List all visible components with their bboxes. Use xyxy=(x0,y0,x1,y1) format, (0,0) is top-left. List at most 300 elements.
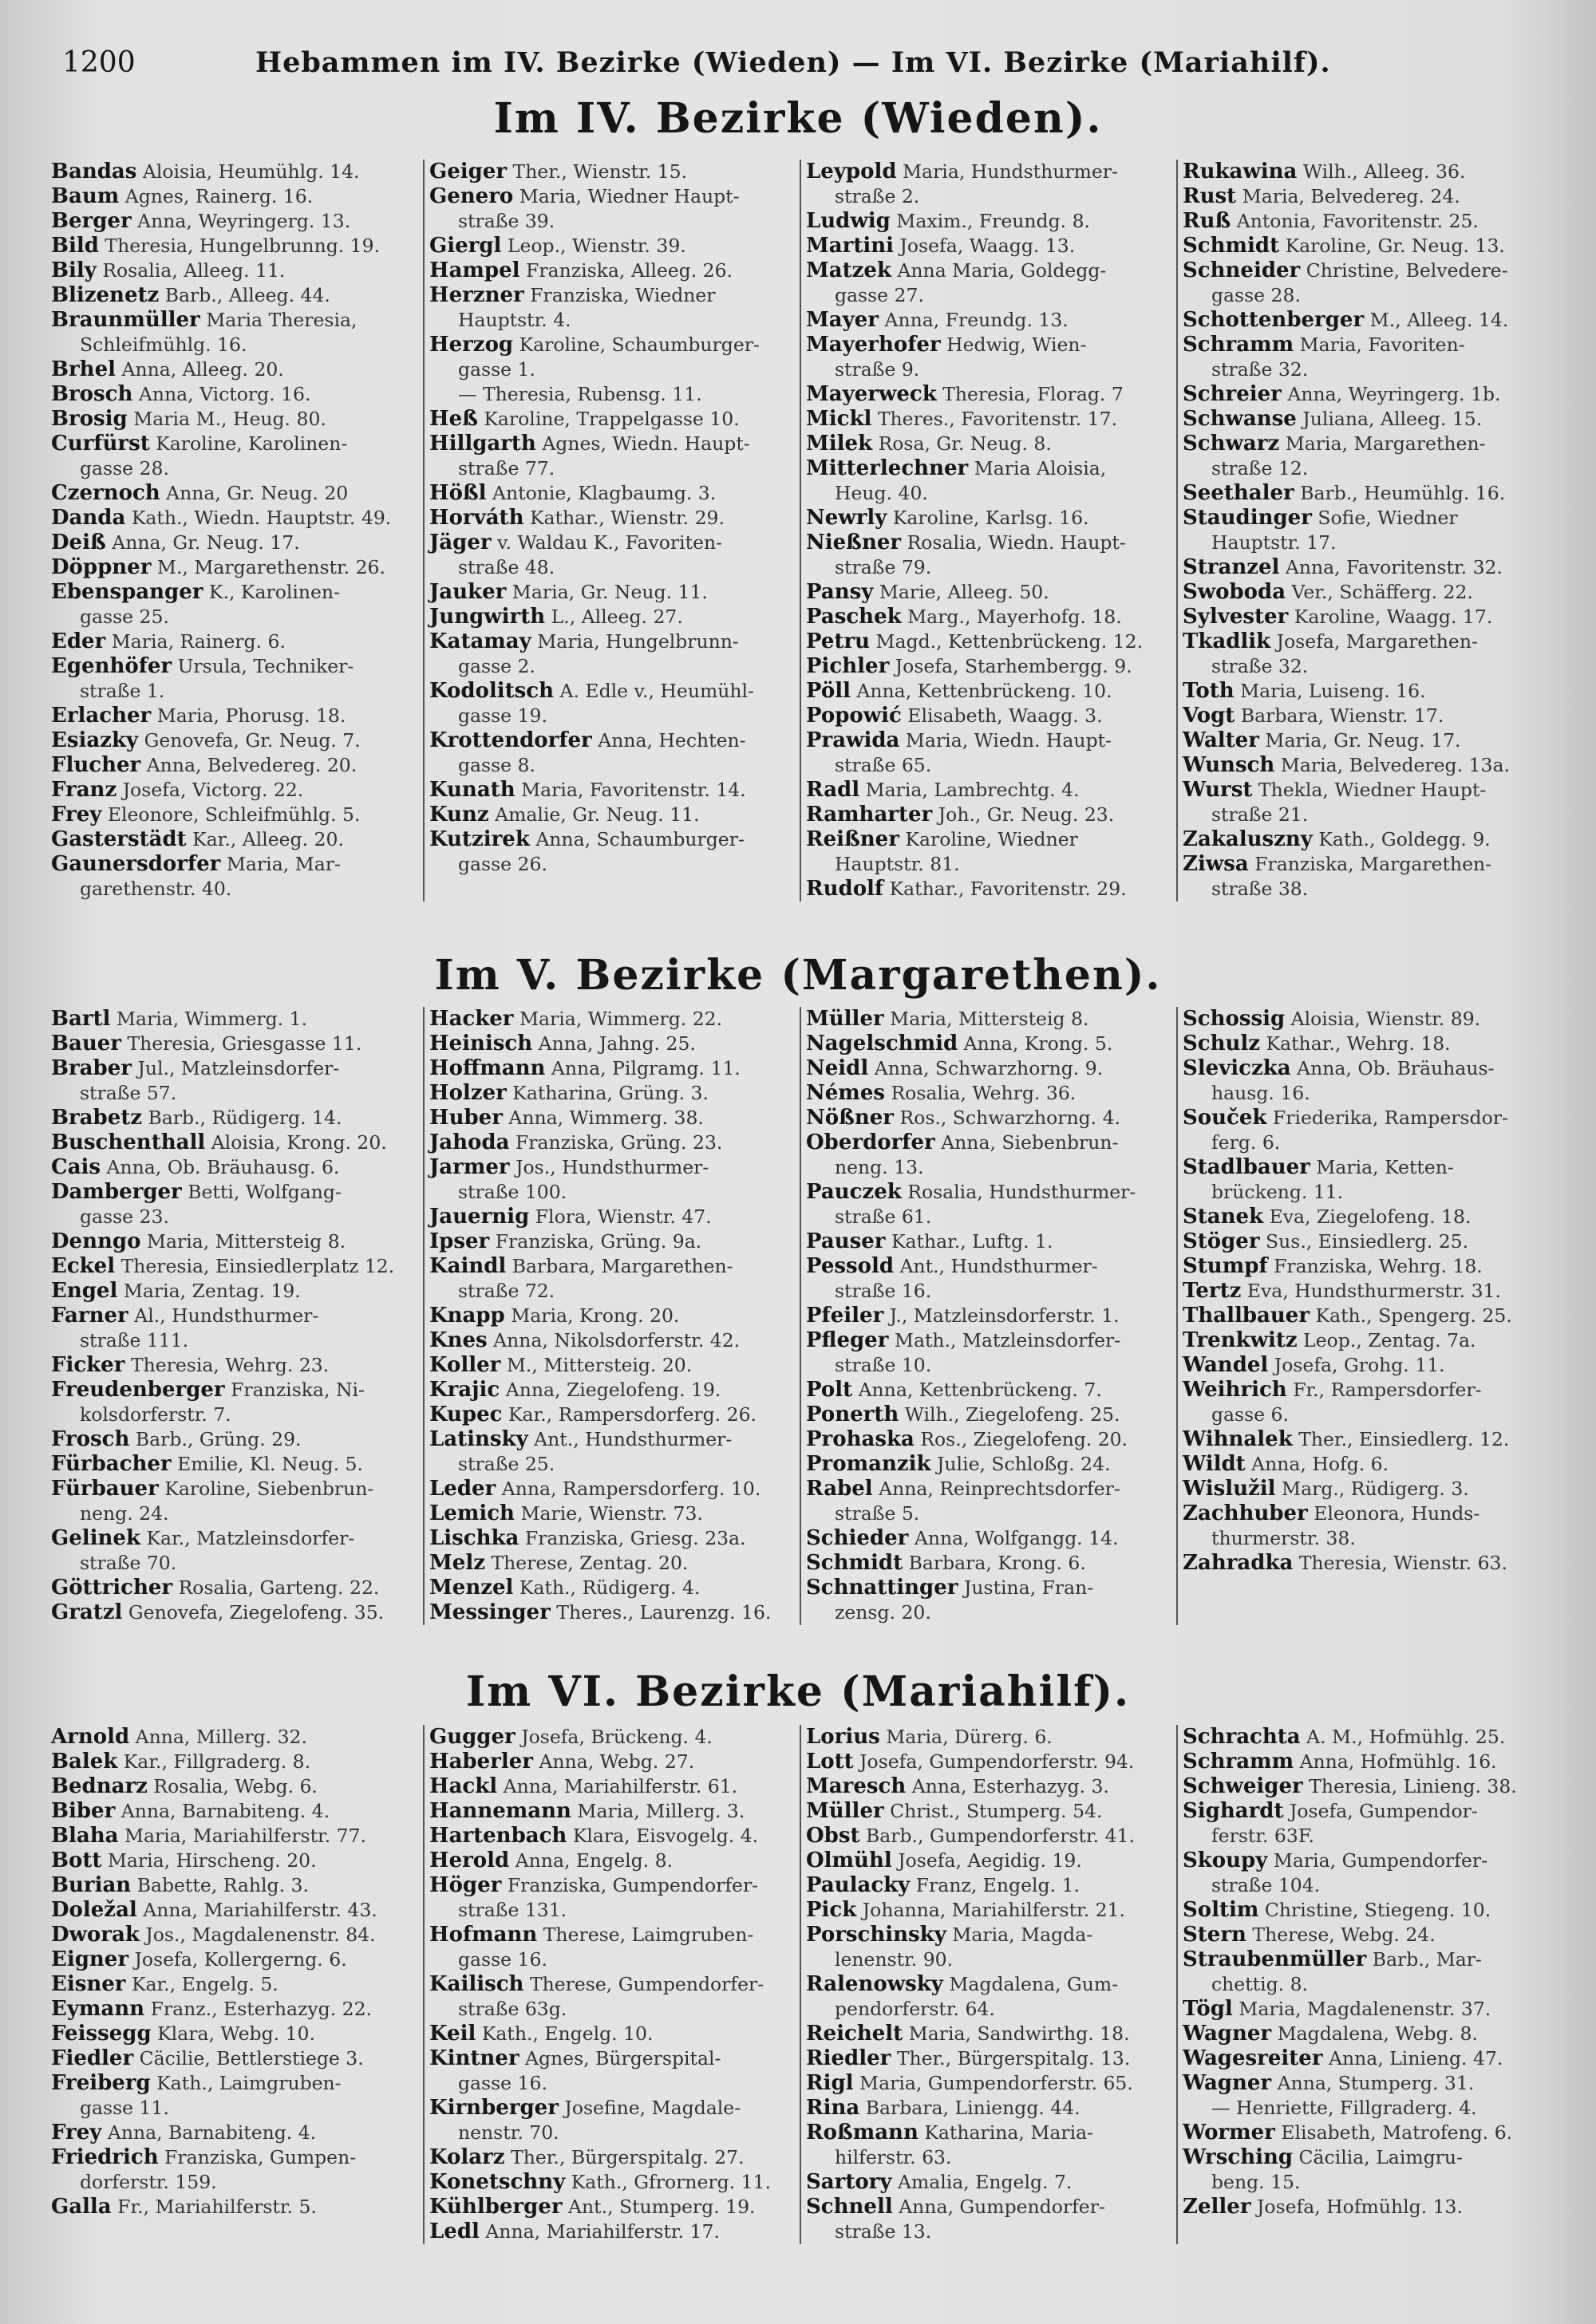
entry xyxy=(51,1600,418,1625)
entry-detail: Josefa, Gumpendor- xyxy=(1289,1800,1478,1822)
entry-detail: Maria, Rainerg. 6. xyxy=(111,630,286,653)
entry xyxy=(1183,1032,1548,1056)
midwife-name: Engel xyxy=(51,1279,118,1303)
entry-detail: straße 61. xyxy=(835,1205,932,1228)
midwife-name: Galla xyxy=(51,2195,112,2219)
entry xyxy=(51,1824,418,1849)
entry xyxy=(806,1501,1171,1526)
midwife-name: Soltim xyxy=(1183,1898,1259,1922)
entry-detail: Maria, Millerg. 3. xyxy=(577,1800,745,1822)
entry xyxy=(429,679,795,704)
midwife-name: Pessold xyxy=(806,1254,895,1278)
entry-detail: Maria Aloisia, xyxy=(974,457,1107,479)
entry xyxy=(1183,283,1548,308)
entry-detail: Theresia, Griesgasse 11. xyxy=(127,1032,362,1055)
entry xyxy=(806,1898,1171,1923)
midwife-name: Skoupy xyxy=(1183,1849,1268,1872)
midwife-name: Thallbauer xyxy=(1183,1304,1310,1328)
entry xyxy=(806,1180,1171,1205)
entry-detail: straße 48. xyxy=(458,556,555,578)
entry xyxy=(806,728,1171,753)
entry-detail: Amalia, Engelg. 7. xyxy=(897,2171,1073,2193)
midwife-name: Ramharter xyxy=(806,803,933,827)
entry xyxy=(51,1799,418,1824)
midwife-name: Doležal xyxy=(51,1898,137,1922)
entry xyxy=(429,654,795,679)
midwife-name: Kühlberger xyxy=(429,2195,563,2219)
midwife-name: Leypold xyxy=(806,160,897,183)
midwife-name: Polt xyxy=(806,1378,853,1402)
entry xyxy=(1183,456,1548,481)
entry-detail: straße 131. xyxy=(458,1899,567,1921)
midwife-name: Paschek xyxy=(806,605,902,629)
entry xyxy=(429,778,795,803)
entry xyxy=(51,1898,418,1923)
entry xyxy=(1183,1774,1548,1799)
entry-detail: Maria, Belvedereg. 13a. xyxy=(1280,754,1510,776)
entry-detail: Eleonora, Hunds- xyxy=(1314,1502,1480,1525)
entry-detail: Barbara, Margarethen- xyxy=(512,1255,733,1277)
entry xyxy=(806,407,1171,432)
entry xyxy=(1183,1130,1548,1155)
entry xyxy=(429,456,795,481)
entry xyxy=(806,1304,1171,1328)
entry xyxy=(1183,382,1548,407)
midwife-name: Stöger xyxy=(1183,1229,1260,1253)
entry-detail: Anna, Pilgramg. 11. xyxy=(551,1057,741,1079)
entry-detail: Anna, Esterhazyg. 3. xyxy=(911,1775,1109,1797)
entry-detail: Magdalena, Webg. 8. xyxy=(1277,2022,1478,2045)
entry-detail: Ant., Hundsthurmer- xyxy=(534,1428,733,1450)
midwife-name: Straubenmüller xyxy=(1183,1947,1367,1971)
entry xyxy=(1183,1873,1548,1898)
midwife-name: Brosig xyxy=(51,407,128,431)
midwife-name: Rabel xyxy=(806,1477,873,1501)
entry xyxy=(51,1526,418,1551)
entry xyxy=(806,258,1171,283)
entry xyxy=(51,1725,418,1750)
midwife-name: Mayerweck xyxy=(806,382,937,406)
midwife-name: Deiß xyxy=(51,531,106,554)
midwife-name: Tögl xyxy=(1183,1997,1233,2021)
entry xyxy=(806,1106,1171,1130)
midwife-name: Höger xyxy=(429,1873,502,1897)
entry-detail: Kar., Alleeg. 20. xyxy=(192,828,344,850)
entry xyxy=(806,2145,1171,2170)
entry xyxy=(429,827,795,852)
entry xyxy=(1183,531,1548,555)
midwife-name: Schottenberger xyxy=(1183,308,1365,332)
entry-detail: Rosa, Gr. Neug. 8. xyxy=(878,432,1052,455)
midwife-name: Hößl xyxy=(429,481,487,505)
midwife-name: Schneider xyxy=(1183,258,1301,282)
midwife-name: Souček xyxy=(1183,1106,1267,1130)
entry xyxy=(429,481,795,506)
entry-detail: gasse 26. xyxy=(458,853,547,875)
midwife-name: Wagner xyxy=(1183,2022,1272,2046)
entry xyxy=(429,1576,795,1600)
midwife-name: Neidl xyxy=(806,1056,869,1080)
entry xyxy=(1183,1551,1548,1576)
entry-detail: Barb., Gumpendorferstr. 41. xyxy=(865,1825,1135,1847)
midwife-name: Latinsky xyxy=(429,1427,528,1451)
entry-detail: Agnes, Rainerg. 16. xyxy=(124,185,314,207)
entry xyxy=(1183,1106,1548,1130)
entry xyxy=(429,506,795,531)
midwife-name: Schnell xyxy=(806,2195,893,2219)
entry xyxy=(806,1799,1171,1824)
entry xyxy=(806,209,1171,234)
entry-detail: Anna, Ziegelofeng. 19. xyxy=(505,1379,721,1401)
entry-detail: Josefa, Starhembergg. 9. xyxy=(895,655,1132,677)
entry xyxy=(806,1155,1171,1180)
entry xyxy=(806,2071,1171,2096)
entry-detail: Jos., Magdalenenstr. 84. xyxy=(145,1924,376,1946)
entry xyxy=(51,506,418,531)
midwife-name: Jauernig xyxy=(429,1205,530,1229)
midwife-name: Olmühl xyxy=(806,1849,892,1872)
midwife-name: Eder xyxy=(51,629,106,653)
midwife-name: Eigner xyxy=(51,1947,129,1971)
midwife-name: Schnattinger xyxy=(806,1576,958,1600)
entry-detail: Anna Maria, Goldegg- xyxy=(897,259,1107,282)
entry-detail: Aloisia, Krong. 20. xyxy=(211,1131,387,1154)
entry-detail: Theres., Laurenzg. 16. xyxy=(556,1601,772,1624)
midwife-name: Ponerth xyxy=(806,1403,899,1426)
entry-detail: Barbara, Wienstr. 17. xyxy=(1240,704,1444,727)
entry xyxy=(806,1725,1171,1750)
entry xyxy=(51,1328,418,1353)
entry xyxy=(429,1947,795,1972)
entry-detail: Theres., Favoritenstr. 17. xyxy=(877,408,1118,430)
entry xyxy=(1183,1427,1548,1452)
section-margarethen xyxy=(46,1007,1555,1625)
entry xyxy=(1183,1898,1548,1923)
midwife-name: Müller xyxy=(806,1007,884,1031)
entry xyxy=(51,2046,418,2071)
midwife-name: Franz xyxy=(51,778,117,802)
entry-detail: Ther., Einsiedlerg. 12. xyxy=(1298,1428,1510,1450)
entry xyxy=(806,654,1171,679)
entry-detail: Wilh., Ziegelofeng. 25. xyxy=(904,1403,1120,1426)
entry xyxy=(806,1477,1171,1501)
entry xyxy=(1183,1081,1548,1106)
entry xyxy=(51,1750,418,1774)
entry xyxy=(806,1007,1171,1032)
entry-detail: Franziska, Wiedner xyxy=(530,284,716,306)
entry xyxy=(1183,1501,1548,1526)
entry-detail: straße 38. xyxy=(1211,878,1309,900)
entry-detail: straße 32. xyxy=(1211,358,1309,381)
entry-detail: straße 79. xyxy=(835,556,932,578)
entry-detail: Schleifmühlg. 16. xyxy=(80,333,247,356)
entry-detail: dorferstr. 159. xyxy=(80,2171,217,2193)
midwife-name: Jauker xyxy=(429,580,507,604)
entry xyxy=(51,1378,418,1403)
entry-detail: Anna, Favoritenstr. 32. xyxy=(1285,556,1503,578)
page-number: 1200 xyxy=(62,46,136,79)
entry xyxy=(51,827,418,852)
entry-detail: Joh., Gr. Neug. 23. xyxy=(938,803,1115,826)
entry xyxy=(806,184,1171,209)
entry xyxy=(51,1205,418,1229)
entry xyxy=(806,2096,1171,2121)
midwife-name: Schramm xyxy=(1183,333,1294,357)
entry-detail: Christine, Stiegeng. 10. xyxy=(1264,1899,1491,1921)
entry-detail: gasse 11. xyxy=(80,2097,169,2119)
entry xyxy=(429,1873,795,1898)
midwife-name: Herold xyxy=(429,1849,510,1872)
entry xyxy=(429,1032,795,1056)
entry xyxy=(51,1923,418,1947)
midwife-name: Knapp xyxy=(429,1304,505,1328)
entry-detail: Katharina, Grüng. 3. xyxy=(512,1082,709,1104)
entry-detail: Josefine, Magdale- xyxy=(564,2097,741,2119)
entry-detail: Rosalia, Wiedn. Haupt- xyxy=(907,531,1126,554)
entry xyxy=(1183,1254,1548,1279)
midwife-name: Seethaler xyxy=(1183,481,1294,505)
entry-detail: Theresia, Florag. 7 xyxy=(942,383,1124,405)
midwife-name: Biber xyxy=(51,1799,116,1823)
midwife-name: Bily xyxy=(51,258,97,282)
entry xyxy=(806,481,1171,506)
midwife-name: Stranzel xyxy=(1183,555,1280,579)
midwife-name: Curfürst xyxy=(51,432,150,456)
entry-detail: Jul., Matzleinsdorfer- xyxy=(137,1057,340,1079)
midwife-name: Tertz xyxy=(1183,1279,1242,1303)
entry-detail: Anna, Freundg. 13. xyxy=(884,309,1069,331)
entry-detail: Antonia, Favoritenstr. 25. xyxy=(1236,210,1479,232)
entry xyxy=(1183,753,1548,778)
entry xyxy=(1183,160,1548,184)
midwife-name: Krajic xyxy=(429,1378,500,1402)
midwife-name: Eisner xyxy=(51,1972,126,1996)
midwife-name: Dworak xyxy=(51,1923,140,1947)
entry xyxy=(429,209,795,234)
midwife-name: Kaindl xyxy=(429,1254,507,1278)
entry-detail: Anna, Millerg. 32. xyxy=(135,1726,307,1748)
entry-detail: Ant., Hundsthurmer- xyxy=(899,1255,1098,1277)
entry xyxy=(429,1997,795,2022)
entry-detail: Kar., Fillgraderg. 8. xyxy=(123,1750,311,1773)
entry-detail: Hauptstr. 81. xyxy=(835,853,960,875)
midwife-name: Hannemann xyxy=(429,1799,571,1823)
entry xyxy=(429,283,795,308)
entry-detail: straße 9. xyxy=(835,358,920,381)
midwife-name: Kupec xyxy=(429,1403,503,1426)
midwife-name: Pfleger xyxy=(806,1328,889,1352)
entry xyxy=(429,2046,795,2071)
entry xyxy=(1183,1947,1548,1972)
entry-detail: Maria, Gr. Neug. 17. xyxy=(1265,729,1461,752)
midwife-name: Göttricher xyxy=(51,1576,173,1600)
entry xyxy=(1183,506,1548,531)
entry xyxy=(429,1526,795,1551)
midwife-name: Tkadlik xyxy=(1183,629,1271,653)
entry-detail: Franziska, Wehrg. 18. xyxy=(1274,1255,1483,1277)
entry-detail: gasse 16. xyxy=(458,1948,547,1971)
entry xyxy=(1183,407,1548,432)
midwife-name: Friedrich xyxy=(51,2145,159,2169)
entry xyxy=(51,2195,418,2219)
entry xyxy=(1183,2170,1548,2195)
entry-detail: Elisabeth, Waagg. 3. xyxy=(907,704,1103,727)
entry xyxy=(51,456,418,481)
entry-detail: Rosalia, Garteng. 22. xyxy=(178,1576,380,1599)
entry-detail: Barb., Heumühlg. 16. xyxy=(1300,482,1506,504)
midwife-name: Arnold xyxy=(51,1725,130,1749)
entry xyxy=(429,1403,795,1427)
entry-detail: Karoline, Karolinen- xyxy=(156,432,348,455)
entry xyxy=(806,1774,1171,1799)
entry-detail: Anna, Rampersdorferg. 10. xyxy=(501,1478,761,1500)
entry xyxy=(51,234,418,258)
entry xyxy=(429,234,795,258)
entry xyxy=(806,803,1171,827)
entry-detail: Barbara, Krong. 6. xyxy=(908,1552,1086,1574)
midwife-name: Rudolf xyxy=(806,877,884,901)
midwife-name: Vogt xyxy=(1183,704,1235,728)
entry-detail: Barb., Rüdigerg. 14. xyxy=(148,1107,342,1129)
entry-detail: Anna, Victorg. 16. xyxy=(138,383,311,405)
midwife-name: Hampel xyxy=(429,258,520,282)
midwife-name: Ipser xyxy=(429,1229,490,1253)
entry xyxy=(429,728,795,753)
entry-detail: Maria, Hungelbrunn- xyxy=(537,630,739,653)
entry-detail: Maria, Margarethen- xyxy=(1285,432,1486,455)
entry-detail: Maria, Luiseng. 16. xyxy=(1240,680,1426,702)
entry xyxy=(806,1229,1171,1254)
section-heading-margarethen: Im V. Bezirke (Margarethen). xyxy=(434,951,1162,1000)
midwife-name: Fiedler xyxy=(51,2046,134,2070)
entry-detail: Karoline, Wiedner xyxy=(905,828,1078,850)
midwife-name: Brabetz xyxy=(51,1106,143,1130)
column xyxy=(800,1007,1176,1625)
entry xyxy=(1183,1849,1548,1873)
midwife-name: Herzog xyxy=(429,333,514,357)
midwife-name: Nößner xyxy=(806,1106,895,1130)
midwife-name: Döppner xyxy=(51,555,152,579)
entry xyxy=(429,2170,795,2195)
midwife-name: Swoboda xyxy=(1183,580,1286,604)
entry xyxy=(1183,1750,1548,1774)
section-heading-wieden: Im IV. Bezirke (Wieden). xyxy=(493,94,1103,143)
entry xyxy=(51,1254,418,1279)
entry-detail: Christine, Belvedere- xyxy=(1306,259,1508,282)
entry xyxy=(51,531,418,555)
midwife-name: Oberdorfer xyxy=(806,1130,935,1154)
midwife-name: Bandas xyxy=(51,160,137,183)
entry xyxy=(1183,778,1548,803)
midwife-name: Wagesreiter xyxy=(1183,2046,1323,2070)
entry-detail: Genovefa, Ziegelofeng. 35. xyxy=(128,1601,385,1624)
entry xyxy=(429,258,795,283)
entry xyxy=(806,1279,1171,1304)
entry-detail: Kathar., Favoritenstr. 29. xyxy=(889,878,1127,900)
entry xyxy=(806,1378,1171,1403)
entry-detail: hilferstr. 63. xyxy=(835,2146,952,2168)
entry xyxy=(429,2145,795,2170)
midwife-name: Staudinger xyxy=(1183,506,1312,530)
entry xyxy=(51,1873,418,1898)
entry-detail: Anna, Weyringerg. 13. xyxy=(137,210,351,232)
entry-detail: gasse 6. xyxy=(1211,1403,1289,1426)
midwife-name: Messinger xyxy=(429,1600,551,1624)
entry-detail: Maria, Mittersteig 8. xyxy=(146,1230,346,1253)
entry-detail: Karoline, Siebenbrun- xyxy=(164,1478,374,1500)
entry-detail: Hauptstr. 17. xyxy=(1211,531,1337,554)
entry xyxy=(1183,852,1548,877)
midwife-name: Braber xyxy=(51,1056,132,1080)
entry xyxy=(429,1972,795,1997)
entry xyxy=(1183,1279,1548,1304)
entry-detail: Jos., Hundsthurmer- xyxy=(516,1156,709,1178)
entry xyxy=(1183,1229,1548,1254)
entry-detail: Hauptstr. 4. xyxy=(458,309,571,331)
entry xyxy=(1183,2022,1548,2046)
midwife-name: Leder xyxy=(429,1477,496,1501)
entry-detail: Anna, Ob. Bräuhaus- xyxy=(1297,1057,1495,1079)
entry-detail: M., Margarethenstr. 26. xyxy=(156,556,385,578)
entry-detail: Marie, Wienstr. 73. xyxy=(520,1502,703,1525)
entry-detail: Maria, Hirscheng. 20. xyxy=(107,1849,317,1872)
entry-detail: Emilie, Kl. Neug. 5. xyxy=(177,1453,363,1475)
midwife-name: Sylvester xyxy=(1183,605,1289,629)
entry xyxy=(806,1353,1171,1378)
column xyxy=(423,1725,800,2244)
entry xyxy=(51,1576,418,1600)
entry-detail: Maria, Wimmerg. 22. xyxy=(519,1008,723,1030)
running-title: Hebammen im IV. Bezirke (Wieden) — Im VI. Bezirke (Mariahilf). xyxy=(255,46,1331,79)
entry-detail: Marie, Alleeg. 50. xyxy=(879,581,1049,603)
entry xyxy=(1183,308,1548,333)
entry xyxy=(429,1849,795,1873)
midwife-name: Baum xyxy=(51,184,120,208)
entry xyxy=(51,160,418,184)
entry xyxy=(51,407,418,432)
entry xyxy=(429,2121,795,2145)
entry xyxy=(1183,1304,1548,1328)
entry-detail: Anna, Ob. Bräuhausg. 6. xyxy=(106,1156,340,1178)
entry-detail: Josefa, Kollergerng. 6. xyxy=(134,1948,347,1971)
midwife-name: Ficker xyxy=(51,1353,125,1377)
midwife-name: Herzner xyxy=(429,283,524,307)
entry xyxy=(1183,1403,1548,1427)
midwife-name: Stumpf xyxy=(1183,1254,1268,1278)
midwife-name: Brosch xyxy=(51,382,133,406)
midwife-name: Frosch xyxy=(51,1427,130,1451)
entry-detail: J., Matzleinsdorferstr. 1. xyxy=(889,1304,1120,1327)
midwife-name: Blaha xyxy=(51,1824,119,1848)
entry xyxy=(1183,432,1548,456)
midwife-name: Jäger xyxy=(429,531,492,554)
entry xyxy=(51,308,418,333)
entry-detail: Thekla, Wiedner Haupt- xyxy=(1258,779,1487,801)
entry xyxy=(51,1947,418,1972)
midwife-name: Mayer xyxy=(806,308,879,332)
entry-detail: Josefa, Aegidig. 19. xyxy=(898,1849,1082,1872)
entry-detail: Theresia, Wehrg. 23. xyxy=(130,1354,330,1376)
midwife-name: Wislužil xyxy=(1183,1477,1276,1501)
entry xyxy=(806,580,1171,605)
entry-detail: gasse 25. xyxy=(80,606,169,628)
entry-detail: Franziska, Ni- xyxy=(231,1379,365,1401)
entry-detail: Amalie, Gr. Neug. 11. xyxy=(495,803,700,826)
midwife-name: Nießner xyxy=(806,531,902,554)
midwife-name: Hofmann xyxy=(429,1923,538,1947)
entry xyxy=(51,333,418,357)
entry-detail: Ther., Wienstr. 15. xyxy=(512,160,688,183)
